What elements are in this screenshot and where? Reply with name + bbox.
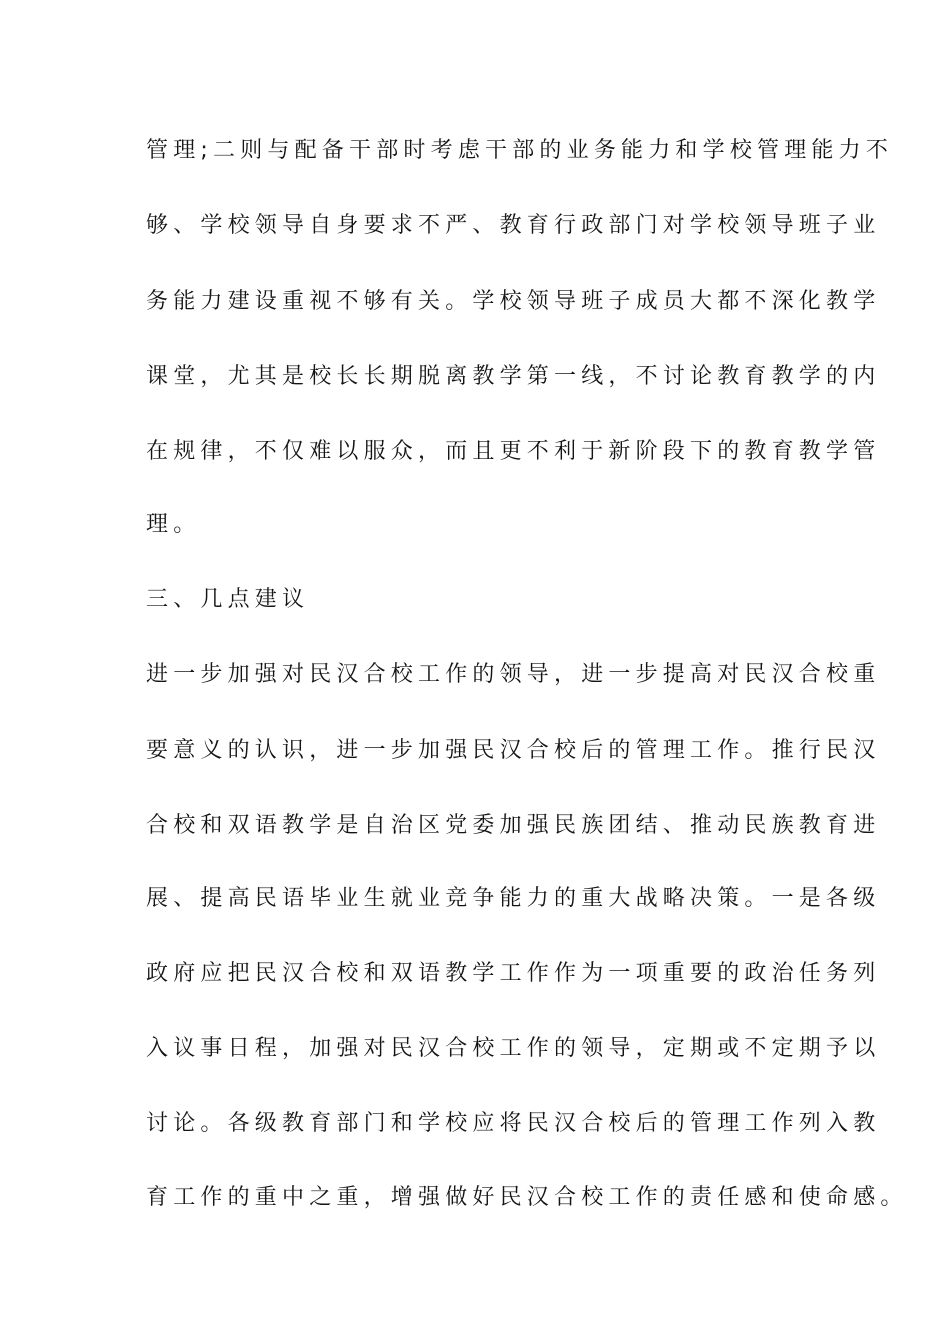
section-heading: 三、几点建议 — [146, 587, 310, 612]
paragraph-line: 合校和双语教学是自治区党委加强民族团结、推动民族教育进 — [146, 813, 881, 838]
paragraph-line: 入议事日程，加强对民汉合校工作的领导，定期或不定期予以 — [146, 1036, 881, 1061]
paragraph-line: 展、提高民语毕业生就业竞争能力的重大战略决策。一是各级 — [146, 886, 881, 911]
paragraph-line: 要意义的认识，进一步加强民汉合校后的管理工作。推行民汉 — [146, 738, 881, 763]
paragraph-line: 讨论。各级教育部门和学校应将民汉合校后的管理工作列入教 — [146, 1111, 881, 1136]
paragraph-line: 在规律，不仅难以服众，而且更不利于新阶段下的教育教学管 — [146, 439, 881, 464]
paragraph-line: 课堂，尤其是校长长期脱离教学第一线，不讨论教育教学的内 — [146, 364, 881, 389]
paragraph-line: 育工作的重中之重，增强做好民汉合校工作的责任感和使命感。 — [146, 1185, 908, 1210]
paragraph-line: 管理;二则与配备干部时考虑干部的业务能力和学校管理能力不 — [146, 138, 894, 163]
paragraph-line: 进一步加强对民汉合校工作的领导，进一步提高对民汉合校重 — [146, 662, 881, 687]
paragraph-line: 政府应把民汉合校和双语教学工作作为一项重要的政治任务列 — [146, 961, 881, 986]
paragraph-line: 够、学校领导自身要求不严、教育行政部门对学校领导班子业 — [146, 213, 881, 238]
paragraph-line: 理。 — [146, 512, 201, 537]
paragraph-line: 务能力建设重视不够有关。学校领导班子成员大都不深化教学 — [146, 289, 881, 314]
